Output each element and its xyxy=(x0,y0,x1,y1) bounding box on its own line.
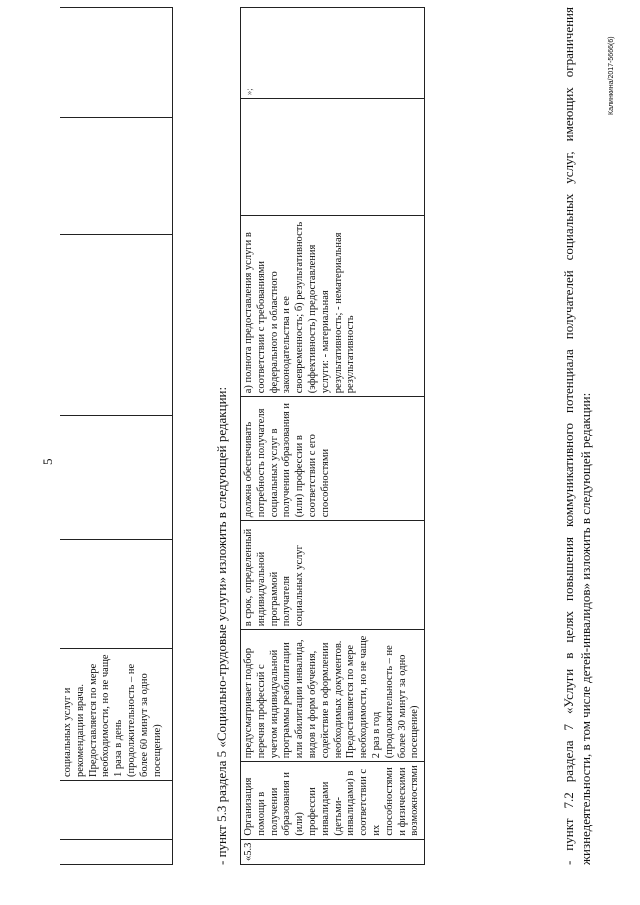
row-5-3-standard: должна обеспечивать потребность получателя социальных услуг в получении образования и (или) профессии в соответствии с его способностями xyxy=(241,397,425,521)
page-number: 5 xyxy=(40,458,55,465)
top-cell-num xyxy=(60,840,172,865)
top-cell-conditions xyxy=(60,118,172,235)
row-5-3-number: «5.3 xyxy=(241,839,425,864)
heading-7-2-text: - пункт 7.2 раздела 7 «Услуги в целях повышения коммуникативного потенциала получателей социальных услуг, имеющих ограничения жизнедеятельности, в том числе детей-инвалидов» изложить в следующей редакции: xyxy=(561,7,593,865)
row-5-3-term: в срок, определенный индивидуальной программой получателя социальных услуг xyxy=(241,521,425,630)
top-cell-name xyxy=(60,781,172,840)
row-5-3-table xyxy=(240,7,425,865)
heading-5-3: - пункт 5.3 раздела 5 «Социально-трудовые услуги» изложить в следующей редакции: xyxy=(214,386,229,865)
top-cell-indicators xyxy=(60,235,172,416)
top-cell-term xyxy=(60,540,172,649)
row-5-3-closing xyxy=(241,8,425,99)
row-5-3-description: предусматривает подбор перечня профессий с учетом индивидуальной программы реабилитации или абилитации инвалида, видов и форм обучения, содействие в оформлении необходимых документов. Предоставляется по мере необходимости, но не чаще 2 раз в год (продолжительность – не более 30 минут за одно посещение) xyxy=(241,630,425,762)
row-5-3-name: Организация помощи в получении образования и (или) профессии инвалидами (детьми-инвалидами) в соответствии с их способностями и физическими возможностями xyxy=(241,762,425,839)
top-cell-description: социальных услуг и рекомендации врача. Предоставляется по мере необходимости, но не чаще 1 раза в день (продолжительность – не более 60 минут за одно посещение) xyxy=(60,649,172,781)
row-5-3-conditions xyxy=(241,99,425,216)
top-table xyxy=(60,7,173,865)
row-5-3-indicators: а) полнота предоставления услуги в соответствии с требованиями федерального и областного законодательства и ее своевременность; б) результативность (эффективность) предоставления услуги: - материальная результативность; - нематериальная результативность xyxy=(241,216,425,397)
top-cell-standard xyxy=(60,416,172,540)
heading-7-2 xyxy=(560,7,594,865)
footer-ref: Калинкина/2017-5666(6) xyxy=(608,36,615,115)
top-cell-notes xyxy=(60,8,172,118)
row-5-3-closing-mark: »; xyxy=(244,88,254,96)
